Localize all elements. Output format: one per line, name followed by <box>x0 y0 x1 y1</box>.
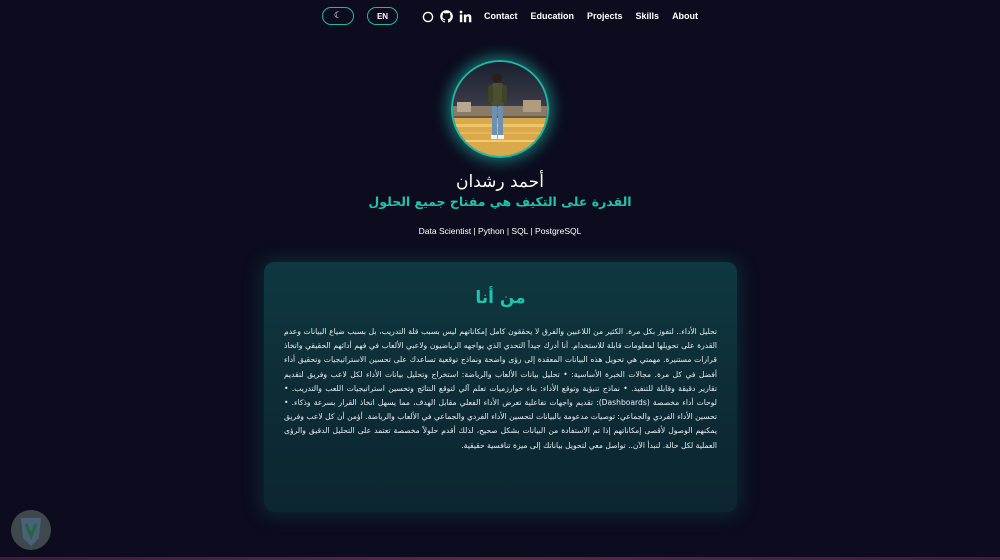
moon-icon: ☾ <box>333 11 343 21</box>
about-section <box>264 262 737 512</box>
circle-icon[interactable] <box>421 10 434 23</box>
language-label: EN <box>376 11 389 21</box>
nav-link-projects[interactable]: Projects <box>587 11 623 21</box>
profile-name: أحمد رشدان <box>456 172 544 192</box>
language-toggle-button[interactable] <box>367 7 398 25</box>
linkedin-icon[interactable] <box>459 10 472 23</box>
profile-photo <box>453 62 547 156</box>
avatar <box>451 60 549 158</box>
nav-link-education[interactable]: Education <box>530 11 575 21</box>
nav-links <box>484 11 698 21</box>
nav-link-about[interactable]: About <box>672 11 699 21</box>
theme-toggle-button[interactable] <box>322 7 354 25</box>
about-title: من أنا <box>475 288 526 308</box>
top-nav <box>0 0 1000 34</box>
profile-slogan: القدرة على التكيف هي مفتاح جميع الحلول <box>368 194 632 209</box>
nav-link-contact[interactable]: Contact <box>484 11 518 21</box>
github-icon[interactable] <box>440 10 453 23</box>
profile-roles: Data Scientist | Python | SQL | PostgreSQL <box>418 226 582 236</box>
watermark-logo <box>4 506 58 556</box>
about-body: تحليل الأداء.. لتفوز بكل مرة. الكثير من اللاعبين والفرق لا يحققون كامل إمكاناتهم ليس بسبب قلة التدريب، بل بسبب ضياع البيانات وعدم القدرة على تحويلها لمعلومات قابلة للاستخدام. أنا أدرك جيداً التحدي الذي يواجهه الرياضيون ولاعبي الألعاب في فهم أدائهم الحقيقي واتخاذ قرارات مستنيرة. مهمتي هي تحويل هذه البيانات المعقدة إلى رؤى واضحة ونماذج توقعية تساعدك على تحسين الاستراتيجيات وتحقيق أداء أفضل في كل مرة. مجالات الخبرة الأساسية: • تحليل بيانات الألعاب والرياضة: استخراج وتحليل بيانات الأداء لكل لاعب وفريق لتقديم تقارير دقيقة وقابلة للتنفيذ. • نماذج تنبؤية وتوقع الأداء: بناء خوارزميات تعلم آلي لتوقع النتائج وتحسين استراتيجيات اللعب والتدريب. • لوحات أداء مخصصة (Dashboards): تقديم واجهات تفاعلية تعرض الأداء الفعلي مقابل الهدف، مما يسهل اتخاذ القرار بسرعة وذكاء. • تحسين الأداء الفردي والجماعي: توصيات مدعومة بالبيانات لتحسين الأداء الفردي والجماعي في الألعاب والرياضة. أؤمن أن كل لاعب وفريق يمكنهم الوصول لأقصى إمكاناتهم إذا تم الاستفادة من البيانات بشكل صحيح، لذلك أقدم حلولاً مخصصة تعتمد على التحليل الدقيق والرؤى العملية لكل حالة. لنبدأ الآن.. تواصل معي لتحويل بياناتك إلى ميزة تنافسية حقيقية. <box>284 327 717 450</box>
nav-link-skills[interactable]: Skills <box>635 11 660 21</box>
